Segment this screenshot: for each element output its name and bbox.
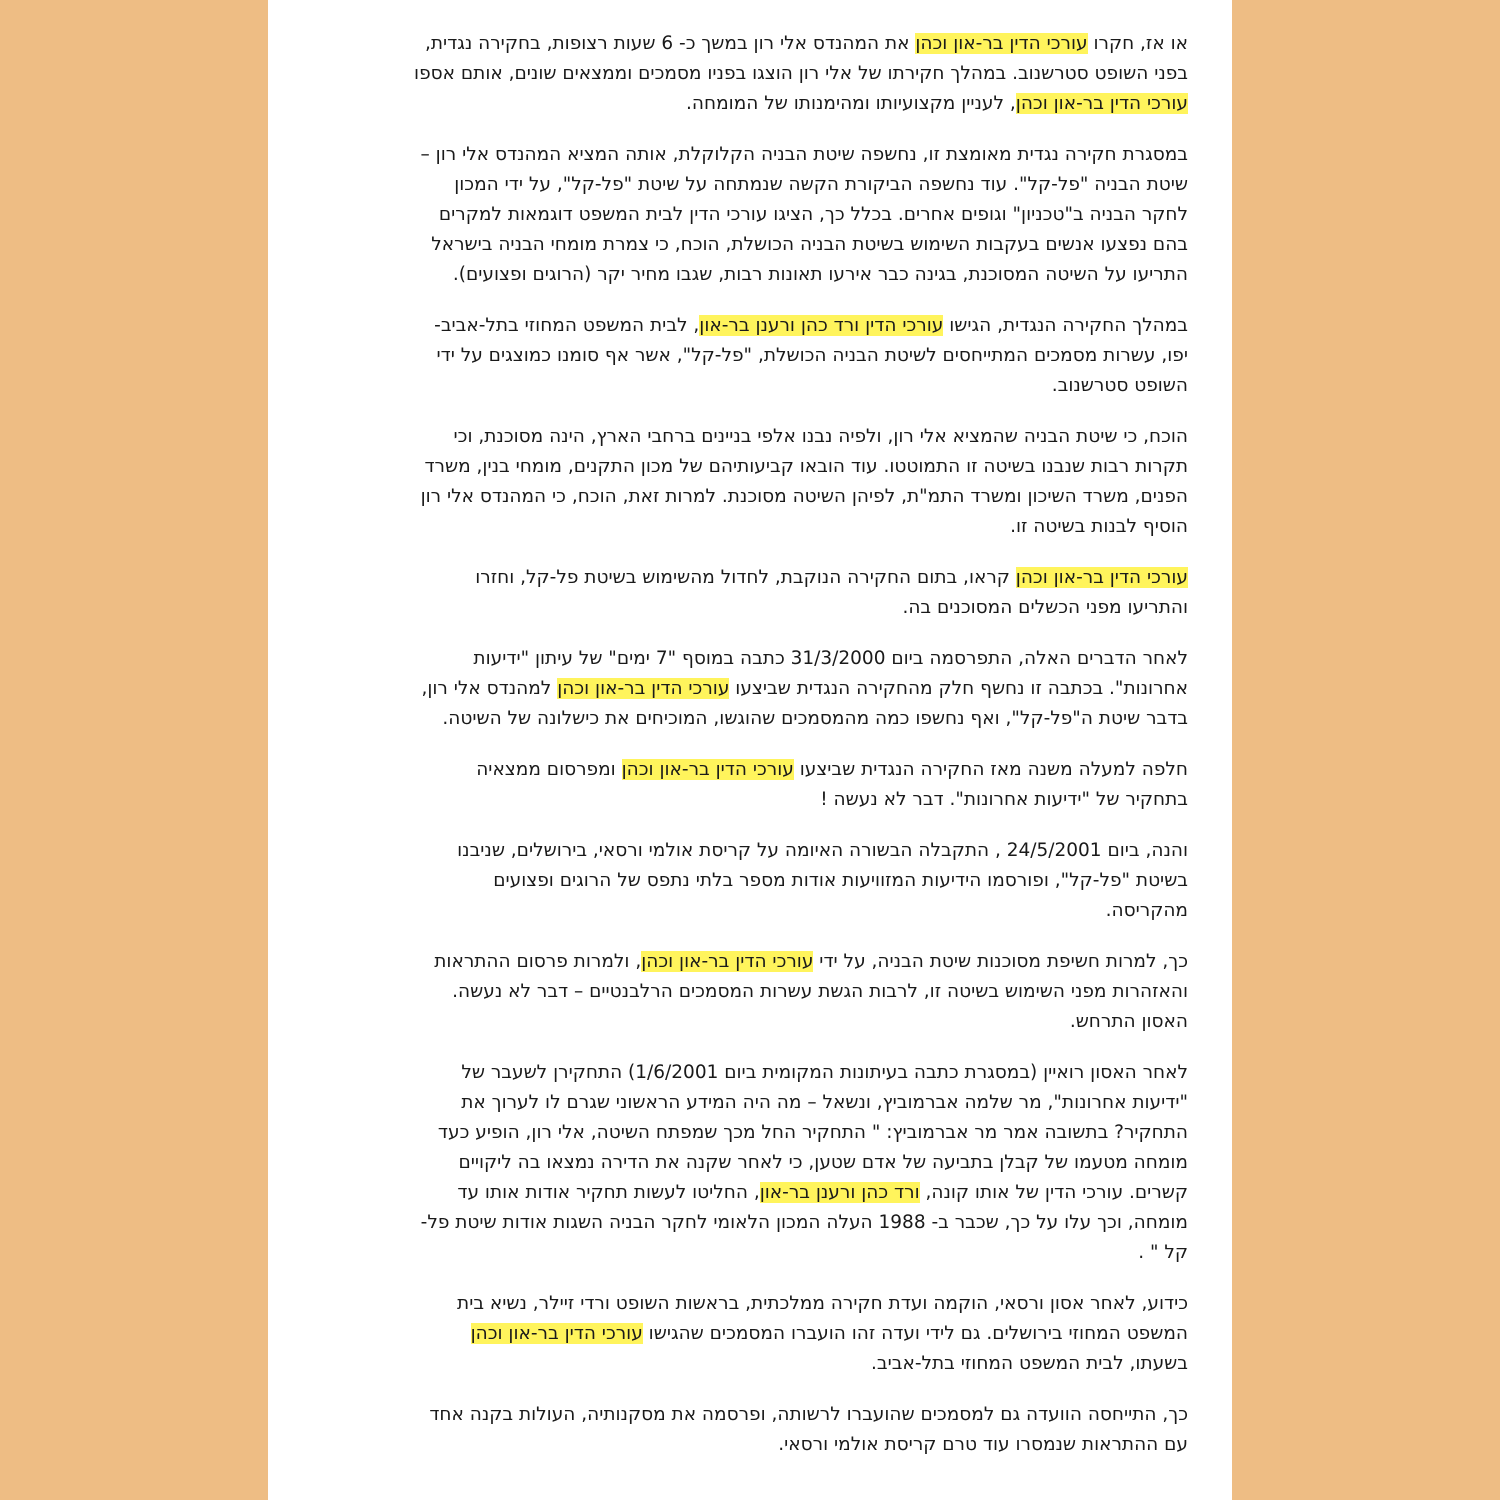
text-segment: יפו, עשרות מסמכים המתייחסים לשיטת הבניה הכושלת, "פל-קל", אשר אף סומנו כמוצגים על ידי — [436, 345, 1188, 366]
text-line — [332, 341, 1188, 371]
text-line — [332, 140, 1188, 170]
text-line — [332, 755, 1188, 785]
text-line — [332, 1178, 1188, 1208]
highlighted-text: עורכי הדין בר-און וכהן — [557, 678, 730, 699]
paragraph — [332, 1289, 1188, 1379]
text-line — [332, 1400, 1188, 1430]
text-line — [332, 1238, 1188, 1268]
text-segment: התחקיר? בתשובה אמר מר אברמוביץ: " התחקיר החל מכך שמפתח השיטה, אלי רון, הופיע כעד — [437, 1122, 1188, 1143]
text-line — [332, 59, 1188, 89]
text-segment: , ולמרות פרסום ההתראות — [434, 951, 642, 972]
text-segment: בתחקיר של "ידיעות אחרונות". דבר לא נעשה ! — [820, 789, 1188, 810]
text-segment: והאזהרות מפני השימוש בשיטה זו, לרבות הגשת עשרות המסמכים הרלבנטיים – דבר לא נעשה. — [452, 981, 1188, 1002]
text-segment: מהקריסה. — [1105, 900, 1188, 921]
text-line — [332, 371, 1188, 401]
document-page — [268, 0, 1232, 1500]
text-segment: בפני השופט סטרשנוב. במהלך חקירתו של אלי רון הוצגו בפניו מסמכים וממצאים שונים, אותם אספו — [414, 63, 1188, 84]
highlighted-text: עורכי הדין ורד כהן ורענן בר-און — [699, 315, 944, 336]
text-line — [332, 512, 1188, 542]
text-segment: במסגרת חקירה נגדית מאומצת זו, נחשפה שיטת הבניה הקלוקלת, אותה המציא המהנדס אלי רון – — [420, 144, 1188, 165]
text-line — [332, 674, 1188, 704]
paragraph — [332, 422, 1188, 542]
text-line — [332, 1088, 1188, 1118]
text-segment: בשעתו, לבית המשפט המחוזי בתל-אביב. — [871, 1353, 1188, 1374]
text-segment: שיטת הבניה "פל-קל". עוד נחשפה הביקורת הקשה שנמתחה על שיטת "פל-קל", על ידי המכון — [454, 174, 1188, 195]
text-segment: , לעניין מקצועיותו ומהימנותו של המומחה. — [686, 93, 1016, 114]
paragraph — [332, 836, 1188, 926]
highlighted-text: עורכי הדין בר-און וכהן — [915, 33, 1088, 54]
text-segment: האסון התרחש. — [1069, 1011, 1188, 1032]
paragraph — [332, 29, 1188, 119]
text-segment: קראו, בתום החקירה הנוקבת, לחדול מהשימוש בשיטת פל-קל, וחזרו — [475, 567, 1016, 588]
paragraph — [332, 311, 1188, 401]
text-line — [332, 422, 1188, 452]
text-line — [332, 170, 1188, 200]
text-line — [332, 200, 1188, 230]
paragraph — [332, 644, 1188, 734]
paragraph — [332, 755, 1188, 815]
text-segment: הוסיף לבנות בשיטה זו. — [1010, 516, 1188, 537]
paragraph — [332, 140, 1188, 290]
text-segment: לאחר האסון רואיין (במסגרת כתבה בעיתונות המקומית ביום 1/6/2001) התחקירן לשעבר של — [461, 1062, 1188, 1083]
text-line — [332, 593, 1188, 623]
text-segment: השופט סטרשנוב. — [1051, 375, 1188, 396]
text-line — [332, 260, 1188, 290]
text-segment: לאחר הדברים האלה, התפרסמה ביום 31/3/2000 כתבה במוסף "7 ימים" של עיתון "ידיעות — [473, 648, 1188, 669]
text-segment: בשיטת "פל-קל", ופורסמו הידיעות המזוויעות אודות מספר בלתי נתפס של הרוגים ופצועים — [493, 870, 1188, 891]
text-segment: בדבר שיטת ה"פל-קל", ואף נחשפו כמה מהמסמכים שהוגשו, המוכיחים את כישלונה של השיטה. — [442, 708, 1188, 729]
text-segment: קשרים. עורכי הדין של אותו קונה, — [919, 1182, 1188, 1203]
paragraph — [332, 563, 1188, 623]
text-line — [332, 1148, 1188, 1178]
text-line — [332, 29, 1188, 59]
text-line — [332, 836, 1188, 866]
text-line — [332, 563, 1188, 593]
text-segment: תקרות רבות שנבנו בשיטה זו התמוטטו. עוד הובאו קביעותיהם של מכון התקנים, מומחי בנין, משרד — [424, 456, 1188, 477]
text-segment: עם ההתראות שנמסרו עוד טרם קריסת אולמי ורסאי. — [778, 1434, 1188, 1455]
highlighted-text: ורד כהן ורענן בר-און — [759, 1182, 920, 1203]
text-segment: לחקר הבניה ב"טכניון" וגופים אחרים. בכלל כך, הציגו עורכי הדין לבית המשפט דוגמאות למקרים — [438, 204, 1188, 225]
text-segment: בהם נפצעו אנשים בעקבות השימוש בשיטת הבניה הכושלת, הוכח, כי צמרת מומחי הבניה בישראל — [431, 234, 1188, 255]
highlighted-text: עורכי הדין בר-און וכהן — [1015, 93, 1188, 114]
text-segment: כך, למרות חשיפת מסוכנות שיטת הבניה, על ידי — [813, 951, 1188, 972]
text-segment: כידוע, לאחר אסון ורסאי, הוקמה ועדת חקירה ממלכתית, בראשות השופט ורדי זיילר, נשיא בית — [457, 1293, 1188, 1314]
text-line — [332, 89, 1188, 119]
text-segment: "ידיעות אחרונות", מר שלמה אברמוביץ, ונשאל – מה היה המידע הראשוני שגרם לו לערוך את — [461, 1092, 1188, 1113]
text-segment: חלפה למעלה משנה מאז החקירה הנגדית שביצעו — [793, 759, 1188, 780]
text-line — [332, 311, 1188, 341]
text-line — [332, 785, 1188, 815]
text-segment: המשפט המחוזי בירושלים. גם לידי ועדה זהו הועברו המסמכים שהגישו — [642, 1323, 1188, 1344]
document-body — [332, 29, 1188, 1460]
text-segment: קל " . — [1138, 1242, 1188, 1263]
paragraph — [332, 947, 1188, 1037]
highlighted-text: עורכי הדין בר-און וכהן — [1015, 567, 1188, 588]
text-segment: או אז, חקרו — [1087, 33, 1188, 54]
text-line — [332, 1058, 1188, 1088]
text-line — [332, 1319, 1188, 1349]
text-line — [332, 866, 1188, 896]
text-segment: במהלך החקירה הנגדית, הגישו — [943, 315, 1188, 336]
text-segment: התריעו על השיטה המסוכנת, בגינה כבר אירעו תאונות רבות, שגבו מחיר יקר (הרוגים ופצועים). — [452, 264, 1188, 285]
text-line — [332, 482, 1188, 512]
text-segment: , החליטו לעשות תחקיר אודות אותו עד — [457, 1182, 760, 1203]
text-segment: הפנים, משרד השיכון ומשרד התמ"ת, לפיהן השיטה מסוכנת. למרות זאת, הוכח, כי המהנדס אלי רון — [420, 486, 1188, 507]
text-line — [332, 452, 1188, 482]
paragraph — [332, 1058, 1188, 1268]
text-segment: את המהנדס אלי רון במשך כ- 6 שעות רצופות, בחקירה נגדית, — [424, 33, 916, 54]
text-line — [332, 1007, 1188, 1037]
text-segment: מומחה, וכך עלו על כך, שכבר ב- 1988 העלה המכון הלאומי לחקר הבניה השגות אודות שיטת פל- — [420, 1212, 1188, 1233]
text-line — [332, 896, 1188, 926]
text-segment: ומפרסום ממצאיה — [476, 759, 622, 780]
text-segment: כך, התייחסה הוועדה גם למסמכים שהועברו לרשותה, ופרסמה את מסקנותיה, העולות בקנה אחד — [429, 1404, 1188, 1425]
text-line — [332, 1118, 1188, 1148]
text-segment: , לבית המשפט המחוזי בתל-אביב- — [434, 315, 700, 336]
text-segment: למהנדס אלי רון, — [421, 678, 558, 699]
text-line — [332, 1289, 1188, 1319]
text-segment: והתריעו מפני הכשלים המסוכנים בה. — [902, 597, 1188, 618]
text-segment: והנה, ביום 24/5/2001 , התקבלה הבשורה האיומה על קריסת אולמי ורסאי, בירושלים, שניבנו — [457, 840, 1188, 861]
text-line — [332, 704, 1188, 734]
text-line — [332, 1430, 1188, 1460]
highlighted-text: עורכי הדין בר-און וכהן — [621, 759, 794, 780]
text-line — [332, 1208, 1188, 1238]
text-line — [332, 230, 1188, 260]
paragraph — [332, 1400, 1188, 1460]
highlighted-text: עורכי הדין בר-און וכהן — [470, 1323, 643, 1344]
text-line — [332, 977, 1188, 1007]
text-segment: מומחה מטעמו של קבלן בתביעה של אדם שטען, כי לאחר שקנה את הדירה נמצאו בה ליקויים — [458, 1152, 1188, 1173]
highlighted-text: עורכי הדין בר-און וכהן — [641, 951, 814, 972]
text-line — [332, 644, 1188, 674]
text-line — [332, 1349, 1188, 1379]
text-line — [332, 947, 1188, 977]
text-segment: הוכח, כי שיטת הבניה שהמציא אלי רון, ולפיה נבנו אלפי בניינים ברחבי הארץ, הינה מסוכנת, וכי — [453, 426, 1188, 447]
text-segment: אחרונות". בכתבה זו נחשף חלק מהחקירה הנגדית שביצעו — [729, 678, 1188, 699]
